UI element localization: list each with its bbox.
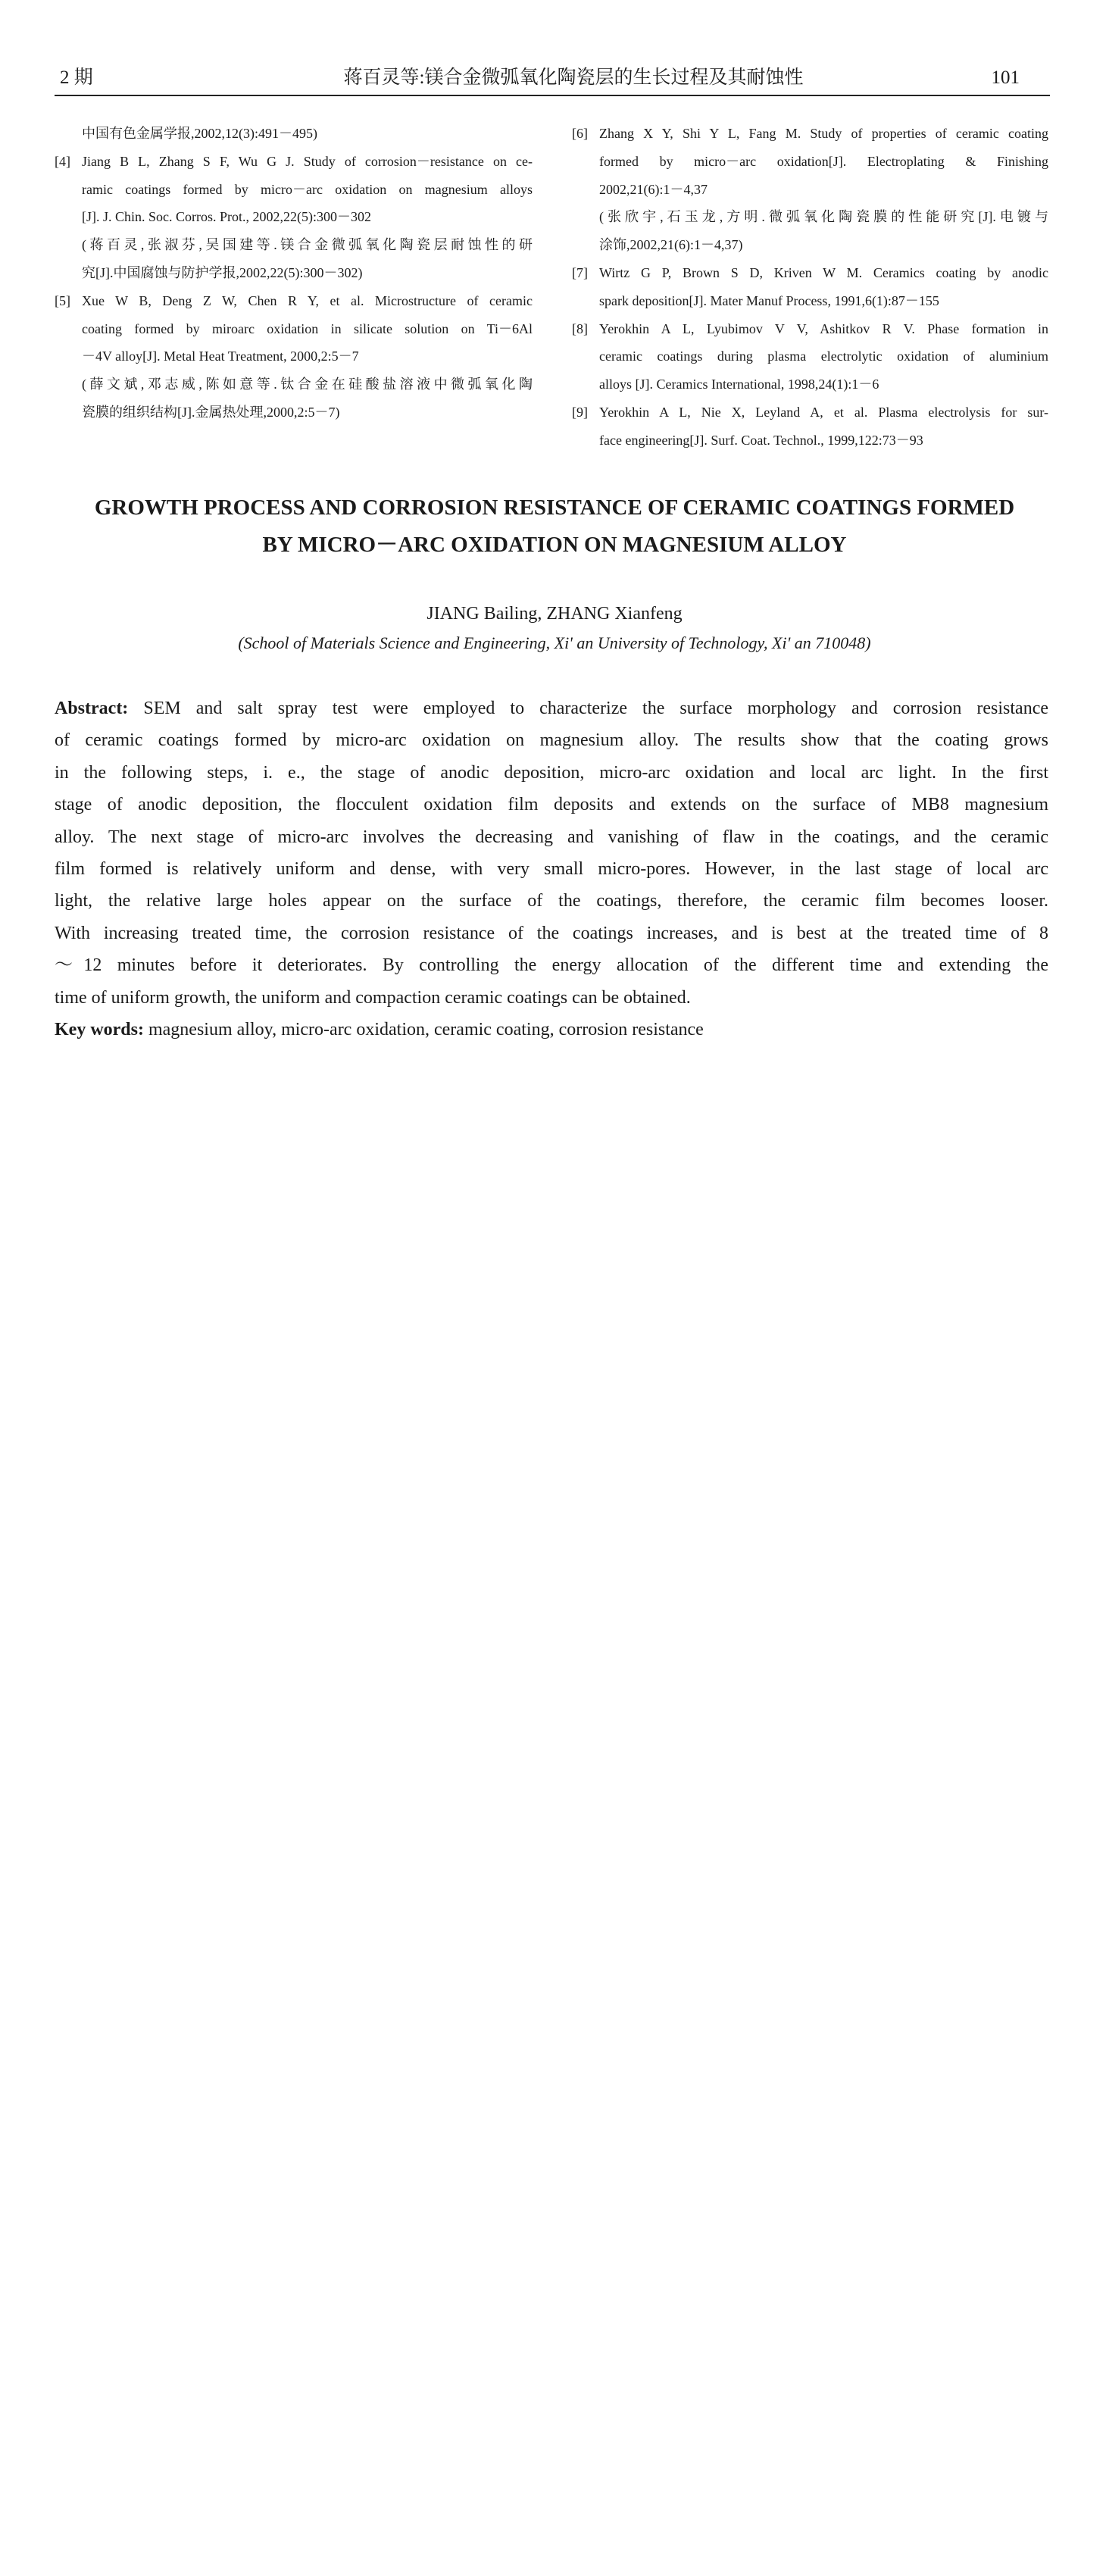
keywords-text: magnesium alloy, micro-arc oxidation, ceramic coating, corrosion resistance	[148, 1019, 704, 1039]
reference-label: [5]	[55, 292, 70, 308]
reference-line: Xue W B, Deng Z W, Chen R Y, et al. Microstructure of ceramic	[82, 292, 533, 308]
abstract-line	[55, 692, 1048, 724]
reference-line: spark deposition[J]. Mater Manuf Process, 1991,6(1):87－155	[599, 292, 939, 308]
reference-label: [8]	[572, 320, 588, 336]
reference-label: [6]	[572, 126, 588, 141]
abstract-line: time of uniform growth, the uniform and compaction ceramic coatings can be obtained.	[55, 987, 691, 1008]
abstract-line: With increasing treated time, the corrosion resistance of the coatings increases, and is best at the treated time of 8	[55, 923, 1048, 943]
abstract-line: alloy. The next stage of micro-arc involves the decreasing and vanishing of flaw in the coatings, and the ceramic	[55, 827, 1048, 847]
reference-line: 瓷膜的组织结构[J].金属热处理,2000,2:5－7)	[82, 404, 340, 420]
abstract-label: Abstract:	[55, 699, 129, 718]
reference-line: Zhang X Y, Shi Y L, Fang M. Study of properties of ceramic coating	[599, 126, 1048, 141]
reference-line: coating formed by miroarc oxidation in silicate solution on Ti－6Al	[82, 320, 533, 336]
abstract-line: stage of anodic deposition, the flocculent oxidation film deposits and extends on the surface of MB8 magnesium	[55, 795, 1048, 815]
abstract-line: in the following steps, i. e., the stage of anodic deposition, micro-arc oxidation and local arc light. In the first	[55, 762, 1048, 783]
issue-number: 2 期	[60, 67, 93, 88]
reference-4	[55, 148, 533, 287]
reference-line: 中国有色金属学报,2002,12(3):491－495)	[82, 126, 317, 141]
reference-label: [7]	[572, 264, 588, 280]
reference-line: (蒋百灵,张淑芬,吴国建等.镁合金微弧氧化陶瓷层耐蚀性的研	[82, 237, 533, 253]
keywords-label: Key words:	[55, 1019, 144, 1039]
reference-line: alloys [J]. Ceramics International, 1998,24(1):1－6	[599, 377, 879, 392]
reference-7	[572, 259, 1048, 315]
reference-6	[572, 120, 1048, 259]
reference-line: Jiang B L, Zhang S F, Wu G J. Study of corrosion－resistance on ce-	[82, 153, 533, 169]
reference-line: [J]. J. Chin. Soc. Corros. Prot., 2002,22(5):300－302	[82, 209, 371, 225]
reference-line: (张欣宇,石玉龙,方明.微弧氧化陶瓷膜的性能研究[J].电镀与	[599, 209, 1048, 225]
reference-line: ramic coatings formed by micro－arc oxidation on magnesium alloys	[82, 181, 533, 197]
reference-line: 2002,21(6):1－4,37	[599, 181, 708, 197]
reference-line: formed by micro－arc oxidation[J]. Electroplating & Finishing	[599, 153, 1048, 169]
title-line: GROWTH PROCESS AND CORROSION RESISTANCE OF CERAMIC COATINGS FORMED	[94, 496, 1015, 520]
paper-title	[0, 489, 1109, 564]
abstract-line: of ceramic coatings formed by micro-arc oxidation on magnesium alloy. The results show that the coating grows	[55, 730, 1048, 751]
abstract-line: light, the relative large holes appear on the surface of the coatings, therefore, the ceramic film becomes looser.	[55, 891, 1048, 911]
reference-line: (薛文斌,邓志威,陈如意等.钛合金在硅酸盐溶液中微弧氧化陶	[82, 377, 533, 392]
reference-line: 究[J].中国腐蚀与防护学报,2002,22(5):300－302)	[82, 264, 363, 280]
reference-9	[572, 399, 1048, 455]
header-rule	[55, 95, 1050, 96]
abstract-text: SEM and salt spray test were employed to characterize the surface morphology and corrosion resistance	[143, 699, 1048, 718]
abstract-line: film formed is relatively uniform and dense, with very small micro-pores. However, in the last stage of local arc	[55, 858, 1048, 879]
page-number: 101	[991, 67, 1020, 88]
reference-label: [4]	[55, 153, 70, 169]
references-left-column	[55, 120, 533, 427]
reference-line: ceramic coatings during plasma electrolytic oxidation of aluminium	[599, 349, 1048, 364]
title-line: BY MICRO－ARC OXIDATION ON MAGNESIUM ALLOY	[262, 533, 847, 557]
keywords	[55, 1014, 1048, 1046]
reference-3-continuation	[55, 120, 533, 148]
reference-8	[572, 315, 1048, 399]
authors: JIANG Bailing, ZHANG Xianfeng	[426, 604, 683, 624]
reference-line: Yerokhin A L, Lyubimov V V, Ashitkov R V. Phase formation in	[599, 320, 1048, 336]
reference-5	[55, 287, 533, 427]
affiliation: (School of Materials Science and Engineering, Xi' an University of Technology, Xi' an 710048)	[238, 633, 871, 652]
reference-line: －4V alloy[J]. Metal Heat Treatment, 2000,2:5－7	[82, 349, 359, 364]
running-title: 蒋百灵等:镁合金微弧氧化陶瓷层的生长过程及其耐蚀性	[343, 67, 804, 88]
references-right-column	[572, 120, 1048, 455]
reference-line: Wirtz G P, Brown S D, Kriven W M. Ceramics coating by anodic	[599, 264, 1048, 280]
reference-line: face engineering[J]. Surf. Coat. Technol., 1999,122:73－93	[599, 432, 923, 448]
reference-line: Yerokhin A L, Nie X, Leyland A, et al. Plasma electrolysis for sur-	[599, 404, 1048, 420]
reference-line: 涂饰,2002,21(6):1－4,37)	[599, 237, 743, 253]
abstract	[55, 692, 1048, 1046]
reference-label: [9]	[572, 404, 588, 420]
abstract-line: ～12 minutes before it deteriorates. By controlling the energy allocation of the different time and extending the	[55, 955, 1048, 976]
